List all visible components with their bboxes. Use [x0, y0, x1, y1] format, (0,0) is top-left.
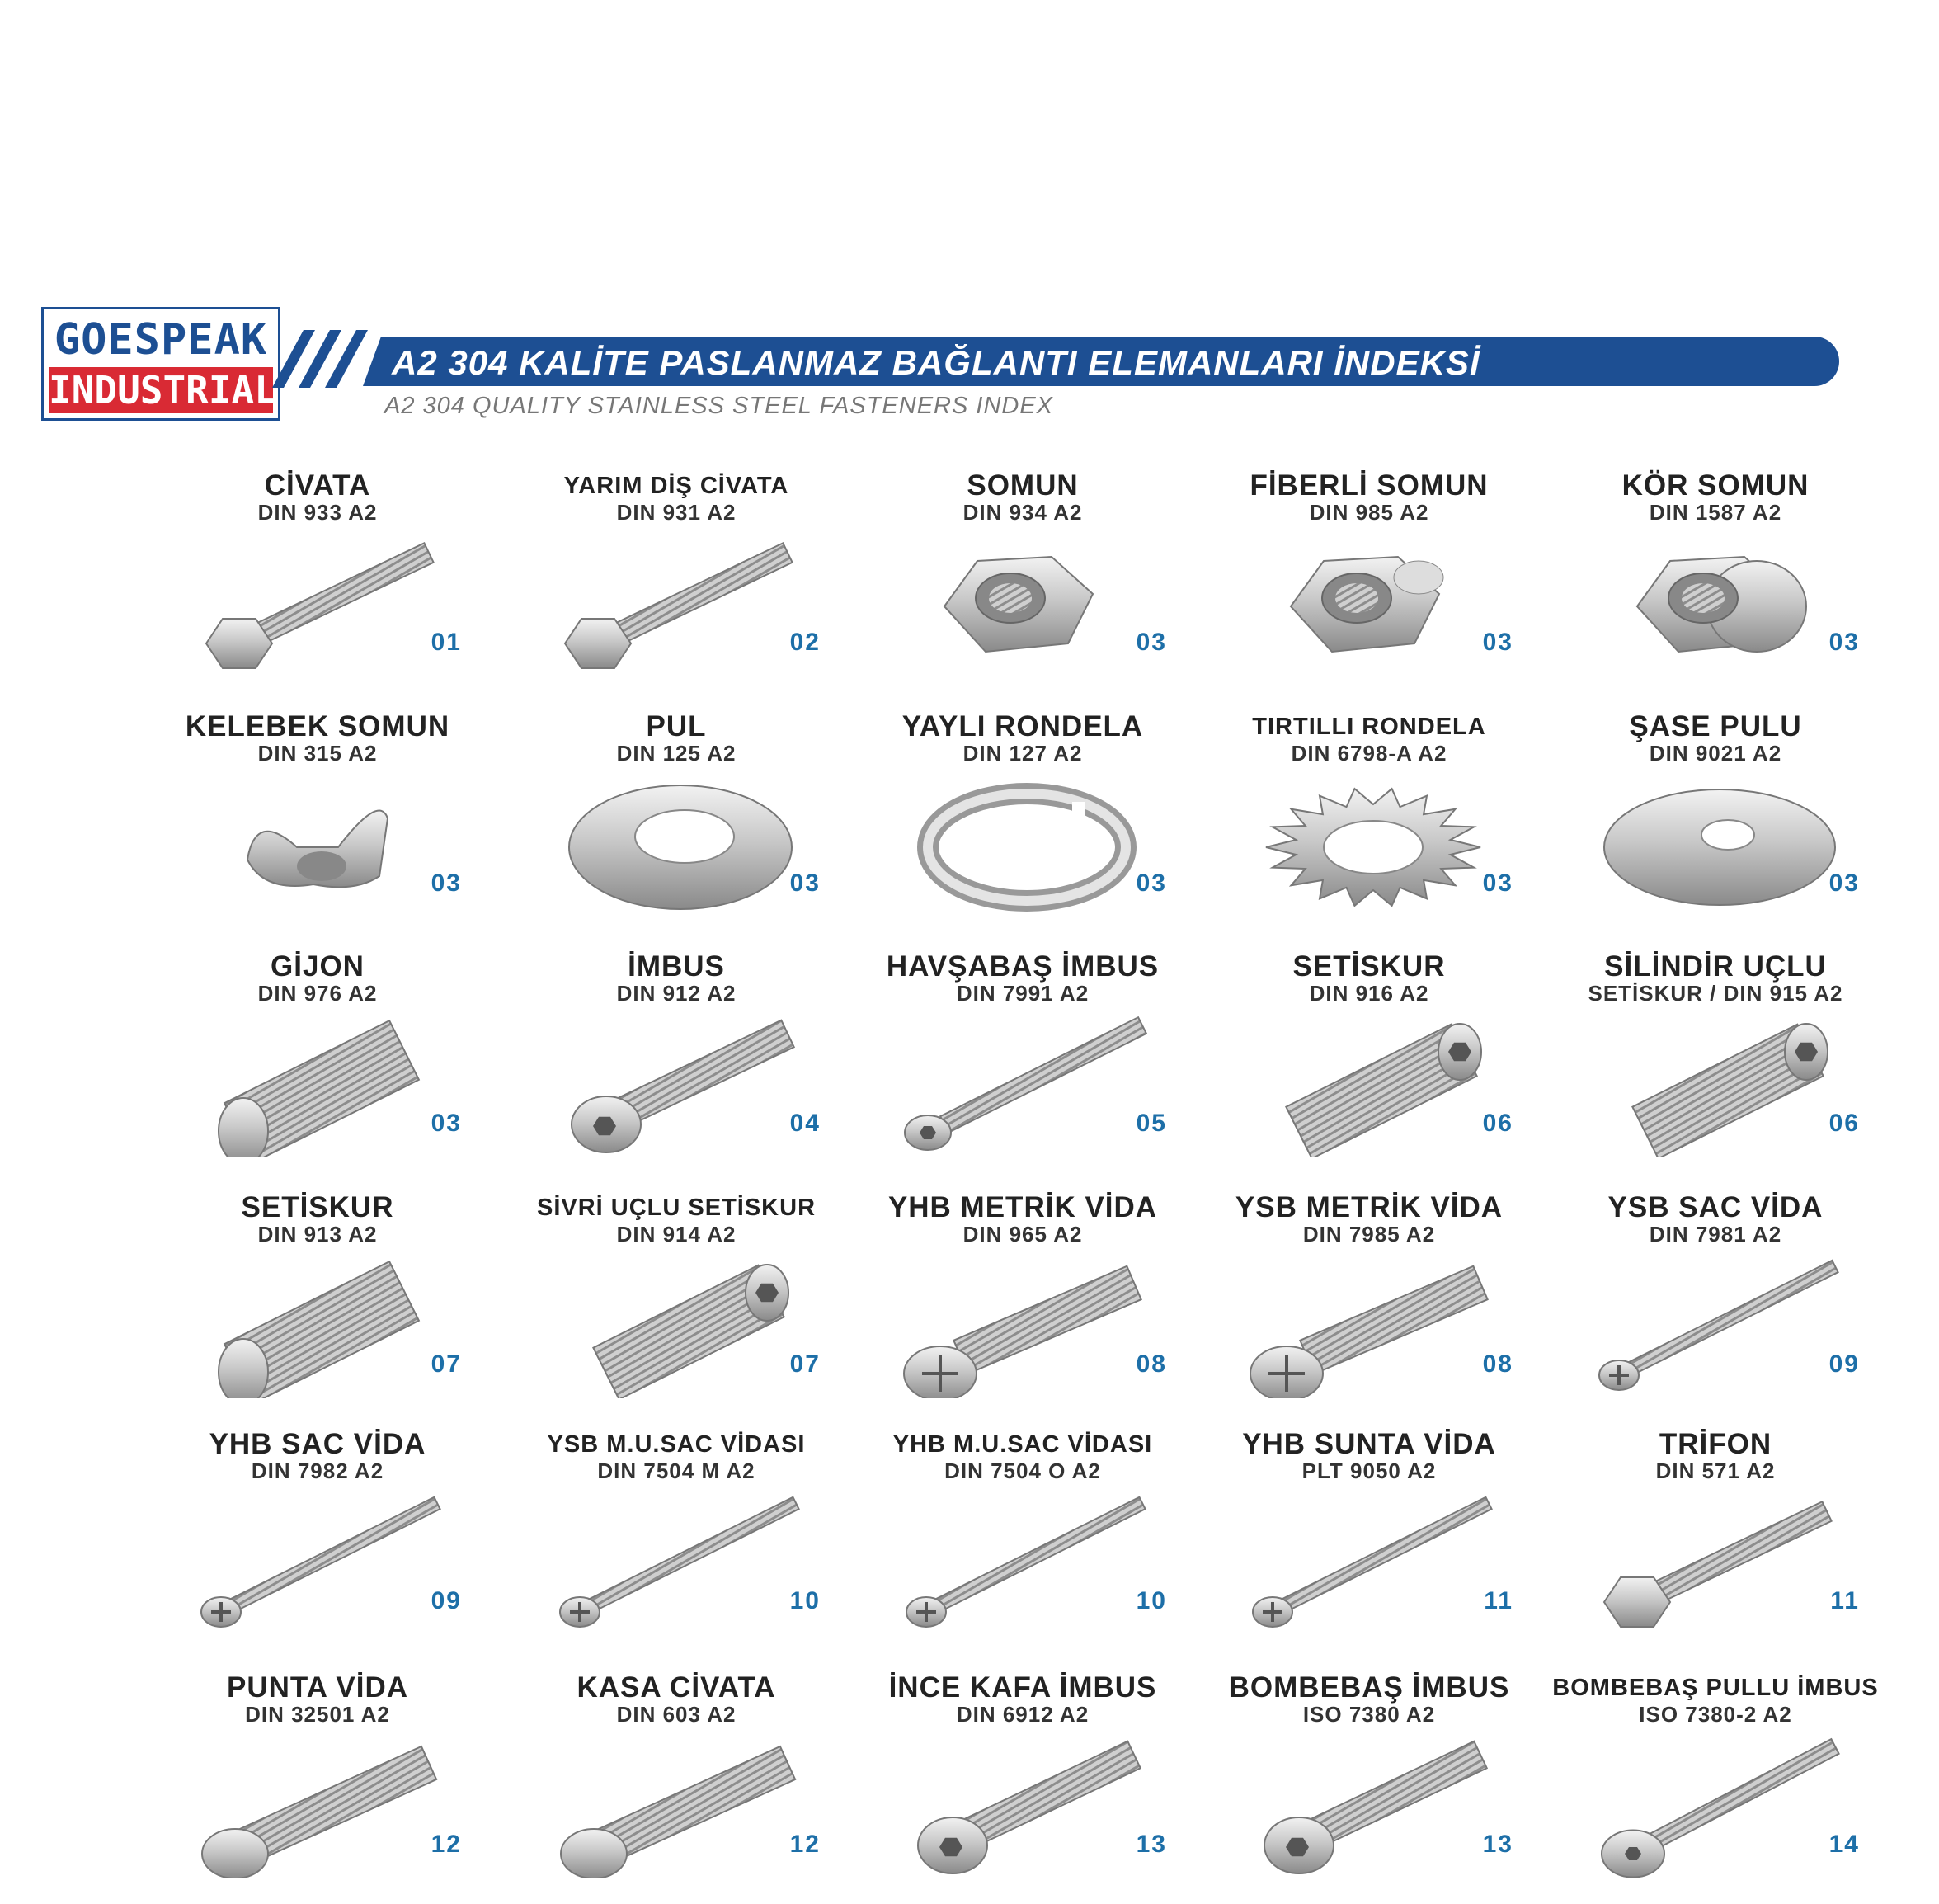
fastener-standard: DIN 7982 A2	[251, 1459, 384, 1483]
fastener-standard: DIN 7981 A2	[1649, 1222, 1782, 1247]
page-title: A2 304 KALİTE PASLANMAZ BAĞLANTI ELEMANLARI İNDEKSİ	[392, 343, 1480, 382]
cap-nut-icon	[1588, 528, 1852, 676]
fastener-name: KELEBEK SOMUN	[185, 710, 450, 742]
fastener-name: YHB SUNTA VİDA	[1242, 1428, 1496, 1460]
fastener-card	[1192, 711, 1546, 942]
chipboard-screw-icon	[1241, 1487, 1505, 1635]
fastener-name: PUNTA VİDA	[227, 1671, 408, 1704]
fastener-standard: DIN 6912 A2	[956, 1702, 1090, 1727]
fastener-name: YHB M.U.SAC VİDASI	[892, 1431, 1153, 1458]
fastener-card	[845, 1429, 1200, 1660]
page-number: 03	[1828, 870, 1860, 897]
countersunk-tapping-screw-icon	[190, 1487, 454, 1635]
fastener-standard: DIN 7985 A2	[1302, 1222, 1436, 1247]
fastener-standard: DIN 9021 A2	[1649, 741, 1782, 766]
fastener-card	[845, 1672, 1200, 1903]
button-head-socket-screw-icon	[1241, 1730, 1505, 1878]
fastener-name: BOMBEBAŞ PULLU İMBUS	[1552, 1675, 1879, 1701]
countersunk-drilling-screw-icon	[895, 1487, 1159, 1635]
fastener-card	[140, 470, 495, 701]
fastener-card	[499, 1429, 854, 1660]
fastener-card	[140, 1672, 495, 1903]
fastener-card	[1538, 711, 1893, 942]
fastener-card	[1192, 1672, 1546, 1903]
fastener-name: GİJON	[271, 950, 365, 983]
page-number: 03	[1482, 629, 1513, 656]
fastener-name: İMBUS	[628, 950, 725, 983]
fastener-card	[1538, 1192, 1893, 1423]
fastener-card	[499, 951, 854, 1182]
page-number: 08	[1136, 1350, 1167, 1378]
page-number: 09	[431, 1587, 462, 1614]
fastener-card	[845, 1192, 1200, 1423]
page-number: 10	[789, 1587, 821, 1614]
fastener-standard: DIN 7504 M A2	[597, 1459, 755, 1483]
fastener-standard: DIN 571 A2	[1655, 1459, 1776, 1483]
fastener-standard: ISO 7380-2 A2	[1639, 1702, 1792, 1727]
fastener-card	[499, 1192, 854, 1423]
weld-stud-icon	[190, 1730, 454, 1878]
page-number: 12	[789, 1831, 821, 1858]
page-number: 13	[1482, 1831, 1513, 1858]
page-number: 03	[1136, 870, 1167, 897]
fastener-standard: DIN 976 A2	[257, 981, 378, 1006]
set-screw-dog-point-icon	[1588, 1009, 1852, 1157]
fastener-name: SOMUN	[967, 469, 1079, 502]
fastener-card	[499, 1672, 854, 1903]
fastener-name: TRİFON	[1659, 1428, 1772, 1460]
fastener-card	[140, 1429, 495, 1660]
fastener-name: YSB SAC VİDA	[1607, 1191, 1824, 1223]
set-screw-cup-icon	[1241, 1009, 1505, 1157]
fastener-standard: DIN 7504 O A2	[944, 1459, 1101, 1483]
fastener-name: HAVŞABAŞ İMBUS	[886, 950, 1160, 983]
spring-washer-icon	[895, 769, 1159, 917]
fastener-standard: DIN 985 A2	[1309, 500, 1429, 525]
fastener-name: YSB M.U.SAC VİDASI	[547, 1431, 806, 1458]
threaded-rod-icon	[190, 1009, 454, 1157]
page-number: 06	[1828, 1110, 1860, 1137]
fastener-name: KÖR SOMUN	[1621, 469, 1810, 502]
fastener-standard: DIN 916 A2	[1309, 981, 1429, 1006]
fastener-card	[1538, 951, 1893, 1182]
page-number: 03	[1136, 629, 1167, 656]
page-number: 11	[1830, 1587, 1860, 1614]
fastener-card	[499, 470, 854, 701]
tooth-washer-icon	[1241, 769, 1505, 917]
fastener-card	[1192, 951, 1546, 1182]
page-number: 10	[1136, 1587, 1167, 1614]
fastener-card	[1538, 1429, 1893, 1660]
fastener-name: CİVATA	[264, 469, 371, 502]
fastener-standard: DIN 32501 A2	[245, 1702, 390, 1727]
fastener-name: SETİSKUR	[241, 1191, 394, 1223]
wing-nut-icon	[190, 769, 454, 917]
fastener-name: ŞASE PULU	[1629, 710, 1802, 742]
fastener-name: YHB SAC VİDA	[209, 1428, 426, 1460]
fastener-name: YARIM DİŞ CİVATA	[563, 473, 789, 499]
page-number: 03	[431, 870, 462, 897]
fastener-standard: DIN 6798-A A2	[1291, 741, 1447, 766]
socket-cap-screw-icon	[548, 1009, 812, 1157]
page-subtitle: A2 304 QUALITY STAINLESS STEEL FASTENERS INDEX	[384, 393, 1054, 419]
fastener-name: SETİSKUR	[1292, 950, 1446, 983]
fastener-standard: DIN 914 A2	[616, 1222, 737, 1247]
company-logo	[41, 307, 280, 421]
fastener-card	[140, 1192, 495, 1423]
page-number: 08	[1482, 1350, 1513, 1378]
page-number: 06	[1482, 1110, 1513, 1137]
fastener-name: KASA CİVATA	[577, 1671, 776, 1704]
fastener-name: YHB METRİK VİDA	[887, 1191, 1158, 1223]
page-number: 04	[789, 1110, 821, 1137]
fastener-standard: ISO 7380 A2	[1302, 1702, 1436, 1727]
fastener-standard: DIN 934 A2	[962, 500, 1083, 525]
fastener-card	[140, 711, 495, 942]
fastener-name: YAYLI RONDELA	[901, 710, 1144, 742]
carriage-bolt-icon	[548, 1730, 812, 1878]
logo-line-1: GOESPEAK	[49, 313, 273, 367]
flat-washer-icon	[548, 769, 812, 917]
hex-bolt-icon	[190, 528, 454, 676]
page-number: 03	[431, 1110, 462, 1137]
pan-tapping-screw-icon	[1588, 1250, 1852, 1398]
fastener-card	[140, 951, 495, 1182]
fastener-name: PUL	[646, 710, 707, 742]
fastener-name: İNCE KAFA İMBUS	[888, 1671, 1157, 1704]
fastener-standard: DIN 913 A2	[257, 1222, 378, 1247]
lag-screw-icon	[1588, 1487, 1852, 1635]
flanged-button-head-screw-icon	[1588, 1730, 1852, 1878]
page-number: 03	[1482, 870, 1513, 897]
fastener-name: YSB METRİK VİDA	[1235, 1191, 1504, 1223]
set-screw-cone-icon	[548, 1250, 812, 1398]
countersunk-machine-screw-icon	[895, 1250, 1159, 1398]
page-number: 11	[1484, 1587, 1513, 1614]
pan-machine-screw-icon	[1241, 1250, 1505, 1398]
fastener-name: SİLİNDİR UÇLU	[1604, 950, 1827, 983]
logo-line-2: INDUSTRIAL	[49, 368, 277, 412]
hex-nut-icon	[895, 528, 1159, 676]
fastener-standard: SETİSKUR / DIN 915 A2	[1588, 981, 1843, 1006]
fastener-card	[845, 951, 1200, 1182]
fastener-card	[499, 711, 854, 942]
page-number: 07	[789, 1350, 821, 1378]
page-number: 02	[789, 629, 821, 656]
fastener-standard: DIN 127 A2	[962, 741, 1083, 766]
page-number: 07	[431, 1350, 462, 1378]
page-number: 03	[1828, 629, 1860, 656]
fastener-standard: DIN 125 A2	[616, 741, 737, 766]
half-thread-bolt-icon	[548, 528, 812, 676]
nylon-lock-nut-icon	[1241, 528, 1505, 676]
fastener-name: SİVRİ UÇLU SETİSKUR	[536, 1195, 817, 1221]
fastener-name: TIRTILLI RONDELA	[1252, 714, 1486, 740]
page-number: 14	[1828, 1831, 1860, 1858]
fastener-name: BOMBEBAŞ İMBUS	[1228, 1671, 1510, 1704]
fastener-standard: DIN 912 A2	[616, 981, 737, 1006]
set-screw-flat-icon	[190, 1250, 454, 1398]
pan-drilling-screw-icon	[548, 1487, 812, 1635]
fastener-standard: DIN 315 A2	[257, 741, 378, 766]
fastener-card	[1538, 470, 1893, 701]
page-number: 13	[1136, 1831, 1167, 1858]
fastener-standard: DIN 933 A2	[257, 500, 378, 525]
low-head-socket-screw-icon	[895, 1730, 1159, 1878]
fender-washer-icon	[1588, 769, 1852, 917]
fastener-standard: DIN 965 A2	[962, 1222, 1083, 1247]
fastener-standard: DIN 1587 A2	[1649, 500, 1782, 525]
fastener-standard: PLT 9050 A2	[1301, 1459, 1437, 1483]
fastener-standard: DIN 7991 A2	[956, 981, 1090, 1006]
page-number: 03	[789, 870, 821, 897]
fastener-card	[845, 470, 1200, 701]
fastener-name: FİBERLİ SOMUN	[1250, 469, 1489, 502]
fastener-card	[845, 711, 1200, 942]
fastener-card	[1192, 1429, 1546, 1660]
fastener-card	[1538, 1672, 1893, 1903]
page-number: 01	[431, 629, 462, 656]
page-number: 05	[1136, 1110, 1167, 1137]
fastener-card	[1192, 470, 1546, 701]
fastener-standard: DIN 931 A2	[616, 500, 737, 525]
fastener-standard: DIN 603 A2	[616, 1702, 737, 1727]
page-number: 12	[431, 1831, 462, 1858]
fastener-card	[1192, 1192, 1546, 1423]
page-number: 09	[1828, 1350, 1860, 1378]
countersunk-socket-screw-icon	[895, 1009, 1159, 1157]
